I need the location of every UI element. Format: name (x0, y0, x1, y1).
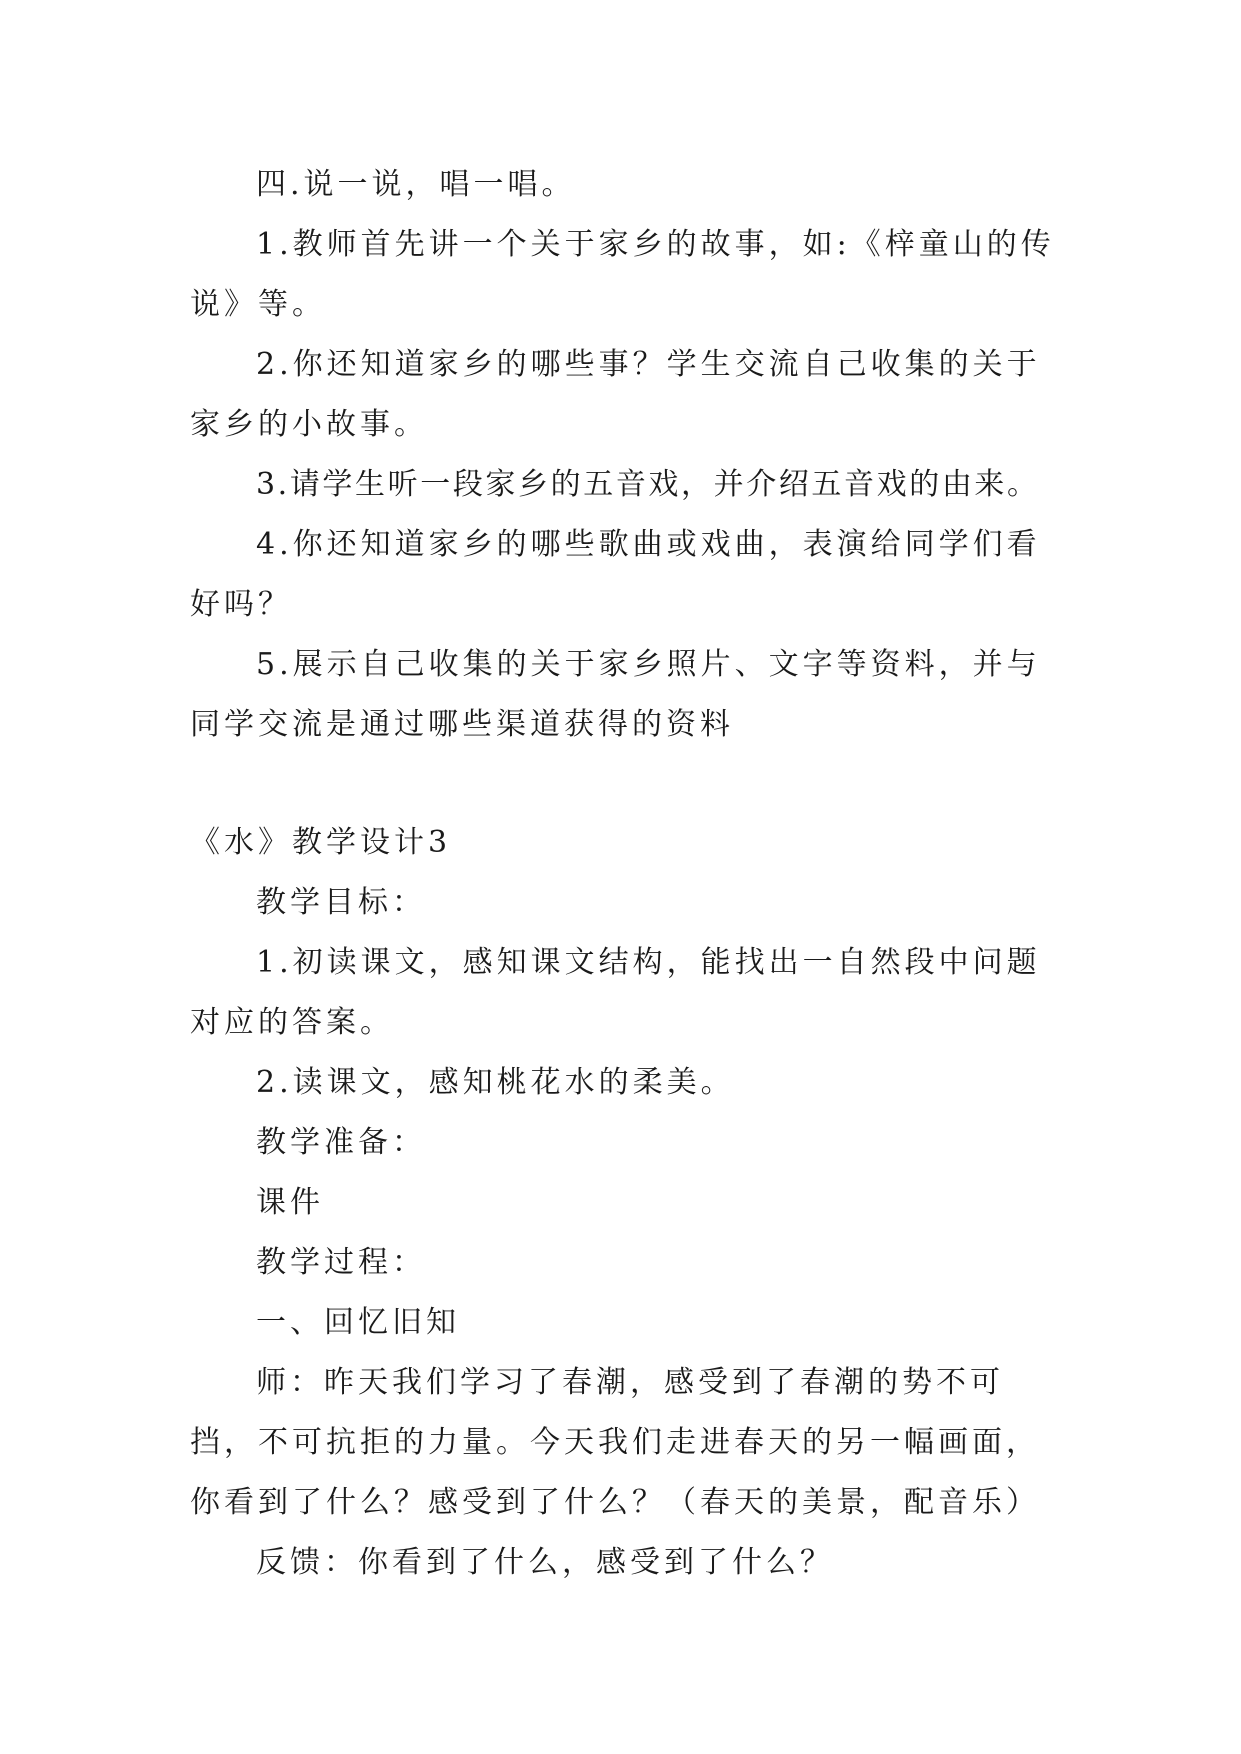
goals-label: 教学目标： (256, 885, 426, 920)
prep-label: 教学准备： (256, 1125, 426, 1160)
process-label: 教学过程： (256, 1245, 426, 1280)
teacher-paragraph: 师：昨天我们学习了春潮，感受到了春潮的势不可挡，不可抗拒的力量。今天我们走进春天的另一幅画面，你看到了什么？感受到了什么？（春天的美景，配音乐） (190, 1365, 1040, 1520)
step-title: 一、回忆旧知 (256, 1305, 460, 1340)
section-heading: 四.说一说，唱一唱。 (256, 167, 576, 202)
list-item: 3.请学生听一段家乡的五音戏，并介绍五音戏的由来。 (256, 467, 1040, 502)
goal-item: 2.读课文，感知桃花水的柔美。 (256, 1065, 735, 1100)
list-item: 5.展示自己收集的关于家乡照片、文字等资料，并与同学交流是通过哪些渠道获得的资料 (190, 647, 1041, 742)
document-title: 《水》教学设计3 (190, 825, 452, 860)
prep-value: 课件 (256, 1185, 324, 1220)
feedback-paragraph: 反馈：你看到了什么，感受到了什么？ (256, 1545, 834, 1580)
list-item: 4.你还知道家乡的哪些歌曲或戏曲，表演给同学们看好吗？ (190, 527, 1041, 622)
goal-item: 1.初读课文，感知课文结构，能找出一自然段中问题对应的答案。 (190, 945, 1041, 1040)
document-content (190, 155, 1055, 1593)
list-item: 2.你还知道家乡的哪些事？学生交流自己收集的关于家乡的小故事。 (190, 347, 1041, 442)
section-spacer (190, 755, 1055, 813)
list-item: 1.教师首先讲一个关于家乡的故事，如:《梓童山的传说》等。 (190, 227, 1055, 322)
